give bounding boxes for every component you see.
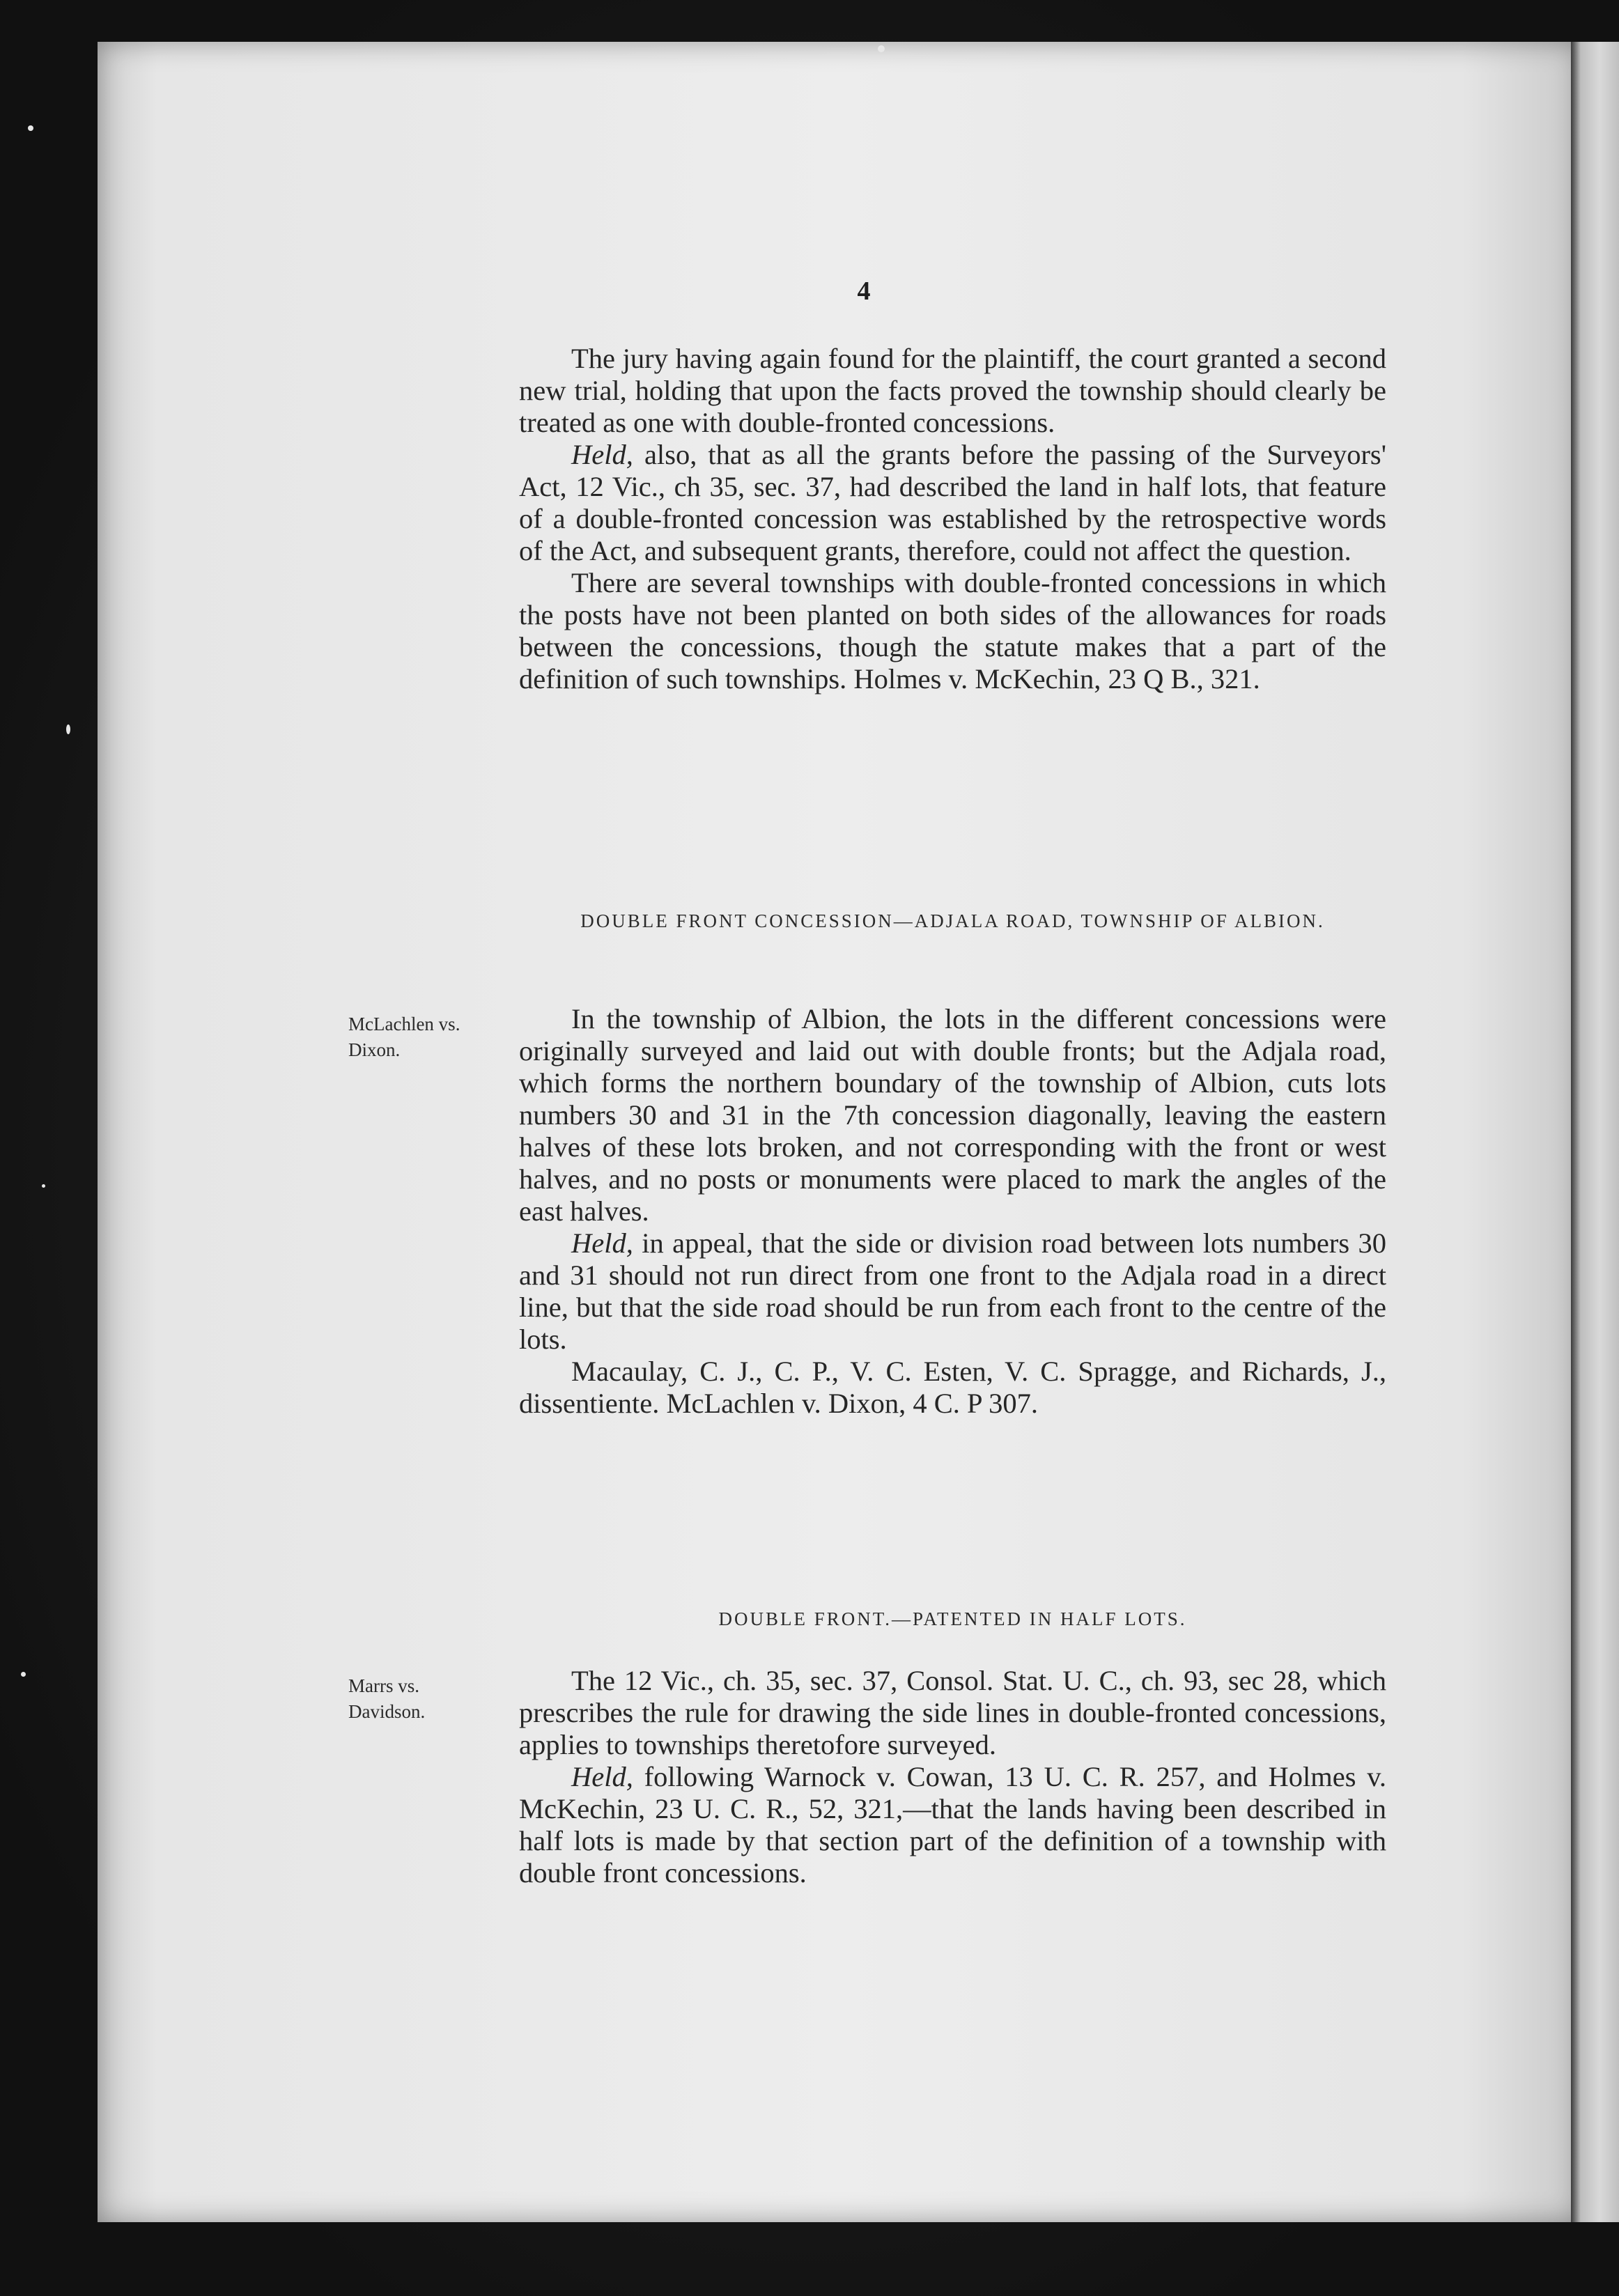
paragraph <box>519 1761 1386 1889</box>
margin-note-line: Dixon. <box>348 1039 401 1060</box>
dust-speck <box>28 125 33 131</box>
margin-note-line: Marrs vs. <box>348 1675 419 1696</box>
case-margin-note <box>348 1011 509 1063</box>
paragraph <box>519 1227 1386 1356</box>
dust-speck <box>42 1184 45 1188</box>
section-text-block <box>519 1003 1386 1420</box>
dust-speck <box>21 1672 26 1677</box>
paragraph: The 12 Vic., ch. 35, sec. 37, Consol. Stat. U. C., ch. 93, sec 28, which prescribes the rule for drawing the side lines in double-fronted concessions, applies to townships theretofore surveyed. <box>519 1665 1386 1760</box>
paragraph: Macaulay, C. J., C. P., V. C. Esten, V. C. Spragge, and Richards, J., dissentiente. McLachlen v. Dixon, 4 C. P 307. <box>519 1356 1386 1419</box>
dust-speck <box>66 724 70 734</box>
dust-speck <box>878 45 885 52</box>
opening-text-block <box>519 343 1386 695</box>
section-heading: DOUBLE FRONT CONCESSION—ADJALA ROAD, TOWNSHIP OF ALBION. <box>580 910 1325 931</box>
held-label: Held, <box>571 439 633 470</box>
margin-note-line: Davidson. <box>348 1701 426 1722</box>
paragraph-text: also, that as all the grants before the passing of the Surveyors' Act, 12 Vic., ch 35, sec. 37, had described the land in half lots, that feature of a double-fronted concession was established by the retrospective words of the Act, and subsequent grants, therefore, could not affect the question. <box>519 439 1386 566</box>
section-heading: DOUBLE FRONT.—PATENTED IN HALF LOTS. <box>718 1608 1187 1629</box>
case-margin-note <box>348 1673 509 1725</box>
page-number: 4 <box>857 277 871 306</box>
margin-note-line: McLachlen vs. <box>348 1014 460 1034</box>
paragraph: The jury having again found for the plaintiff, the court granted a second new trial, holding that upon the facts proved the township should clearly be treated as one with double-fronted concessions. <box>519 343 1386 438</box>
held-label: Held, <box>571 1227 633 1259</box>
paragraph <box>519 439 1386 567</box>
paragraph: In the township of Albion, the lots in the different concessions were originally surveyed and laid out with double fronts; but the Adjala road, which forms the northern boundary of the township of Albion, cuts lots numbers 30 and 31 in the 7th concession diagonally, leaving the eastern halves of these lots broken, and not corresponding with the front or west halves, and no posts or monuments were placed to mark the angles of the east halves. <box>519 1003 1386 1227</box>
paragraph-text: following Warnock v. Cowan, 13 U. C. R. 257, and Holmes v. McKechin, 23 U. C. R., 52, 321,—that the lands having been described in half lots is made by that section part of the definition of a township with double front concessions. <box>519 1761 1386 1888</box>
held-label: Held, <box>571 1761 633 1792</box>
section-text-block <box>519 1665 1386 1889</box>
paragraph-text: in appeal, that the side or division road between lots numbers 30 and 31 should not run direct from one front to the Adjala road in a direct line, but that the side road should be run from each front to the centre of the lots. <box>519 1227 1386 1355</box>
paragraph: There are several townships with double-fronted concessions in which the posts have not been planted on both sides of the allowances for roads between the concessions, though the statute makes that a part of the definition of such townships. Holmes v. McKechin, 23 Q B., 321. <box>519 567 1386 695</box>
next-page-edge <box>1571 42 1619 2222</box>
